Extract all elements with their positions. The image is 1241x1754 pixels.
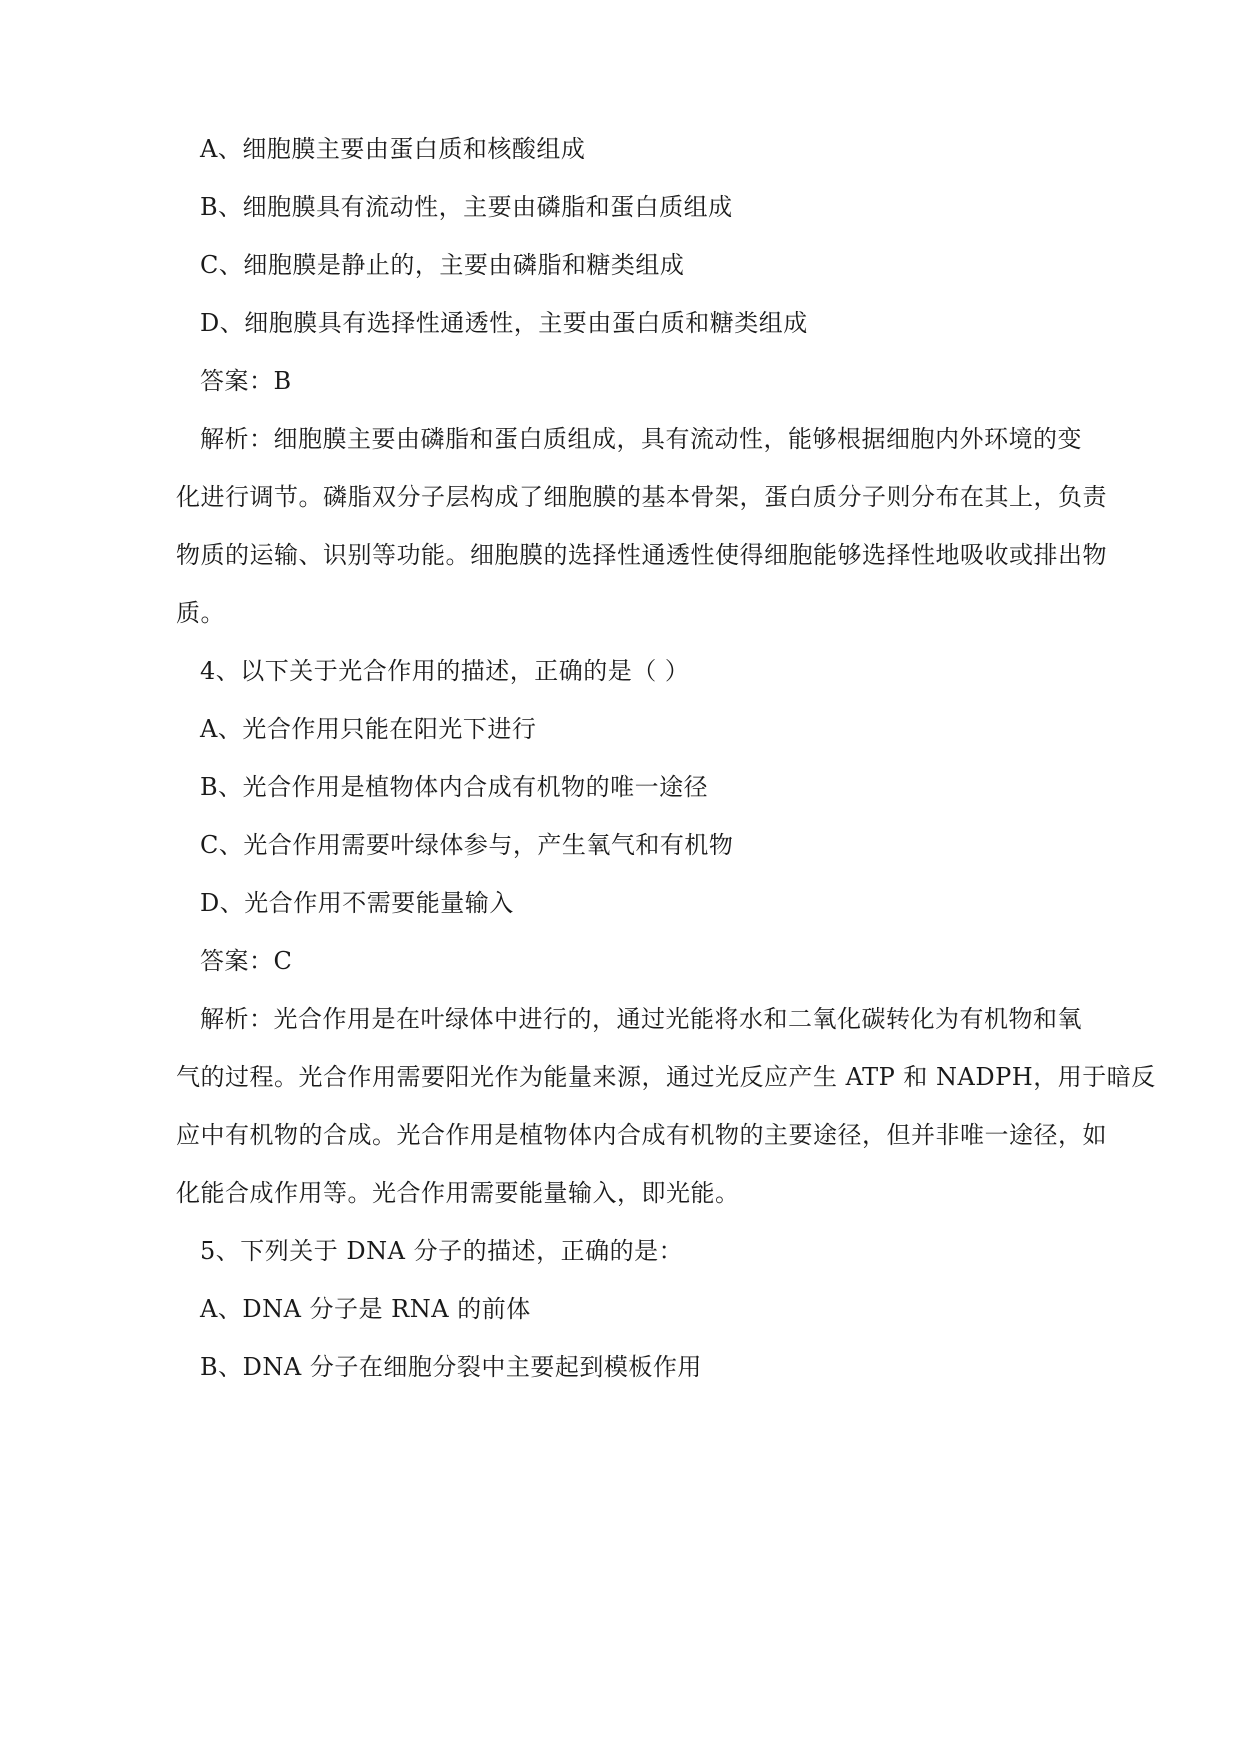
q3-option-b: B、细胞膜具有流动性，主要由磷脂和蛋白质组成 (200, 193, 733, 221)
q3-option-d: D、细胞膜具有选择性通透性，主要由蛋白质和糖类组成 (200, 309, 808, 337)
q5-question: 5、下列关于 DNA 分子的描述，正确的是： (200, 1237, 684, 1265)
q4-option-c: C、光合作用需要叶绿体参与，产生氧气和有机物 (200, 831, 734, 859)
q3-analysis-line-4: 质。 (176, 599, 225, 627)
q4-question: 4、以下关于光合作用的描述，正确的是（ ） (200, 657, 690, 685)
q5-option-b: B、DNA 分子在细胞分裂中主要起到模板作用 (200, 1353, 702, 1381)
q3-option-c: C、细胞膜是静止的，主要由磷脂和糖类组成 (200, 251, 685, 279)
q4-analysis-line-3: 应中有机物的合成。光合作用是植物体内合成有机物的主要途径，但并非唯一途径，如 (176, 1121, 1107, 1149)
q4-analysis-line-4: 化能合成作用等。光合作用需要能量输入，即光能。 (176, 1179, 740, 1207)
q4-analysis-line-1: 解析：光合作用是在叶绿体中进行的，通过光能将水和二氧化碳转化为有机物和氧 (200, 1005, 1082, 1033)
q3-analysis-line-3: 物质的运输、识别等功能。细胞膜的选择性通透性使得细胞能够选择性地吸收或排出物 (176, 541, 1107, 569)
q4-option-a: A、光合作用只能在阳光下进行 (200, 715, 537, 743)
q4-option-b: B、光合作用是植物体内合成有机物的唯一途径 (200, 773, 709, 801)
q4-analysis-line-2: 气的过程。光合作用需要阳光作为能量来源，通过光反应产生 ATP 和 NADPH，用于暗反 (176, 1063, 1156, 1091)
q3-analysis-line-1: 解析：细胞膜主要由磷脂和蛋白质组成，具有流动性，能够根据细胞内外环境的变 (200, 425, 1082, 453)
q4-answer: 答案：C (200, 947, 293, 975)
q3-option-a: A、细胞膜主要由蛋白质和核酸组成 (200, 135, 586, 163)
q3-analysis-line-2: 化进行调节。磷脂双分子层构成了细胞膜的基本骨架，蛋白质分子则分布在其上，负责 (176, 483, 1107, 511)
q5-option-a: A、DNA 分子是 RNA 的前体 (200, 1295, 531, 1323)
q4-option-d: D、光合作用不需要能量输入 (200, 889, 514, 917)
q3-answer: 答案：B (200, 367, 292, 395)
